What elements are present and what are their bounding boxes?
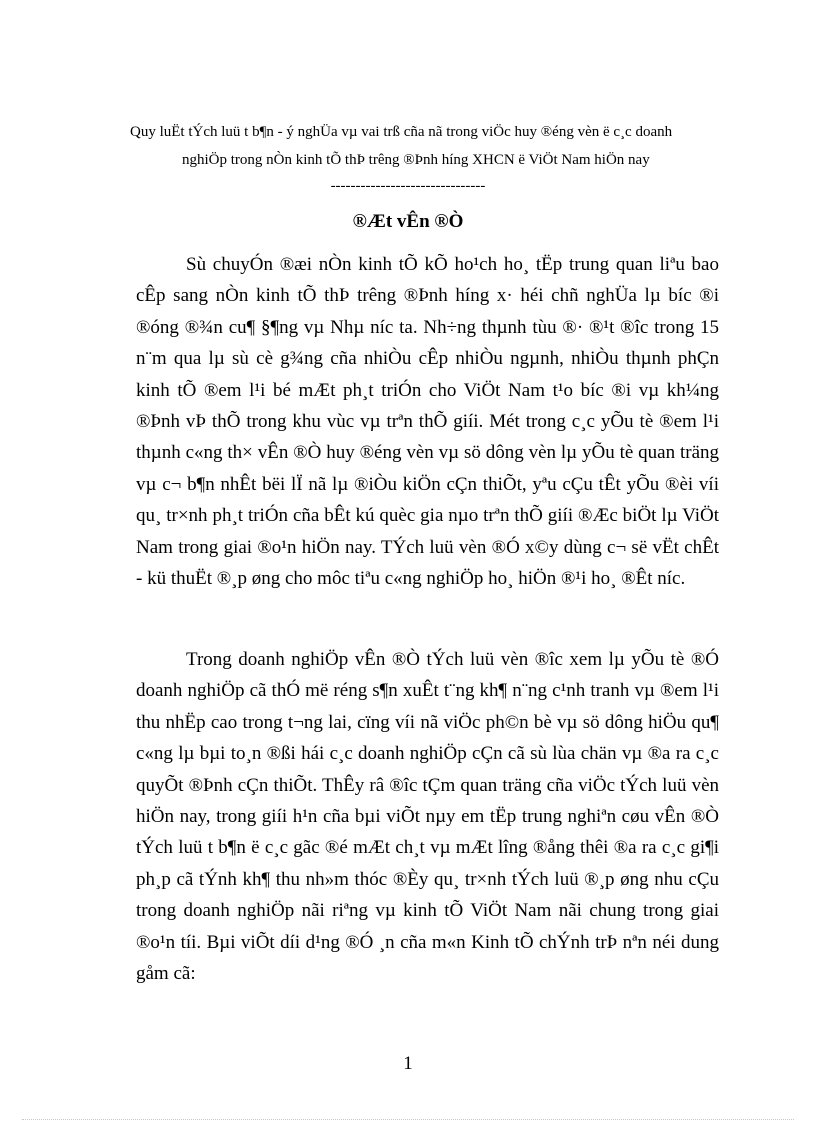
document-title xyxy=(130,118,750,174)
section-heading: ®Æt vÊn ®Ò xyxy=(352,211,464,232)
title-line-2: nghiÖp trong nÒn kinh tÕ thÞ trêng ®Þnh híng XHCN ë ViÖt Nam hiÖn nay xyxy=(182,152,650,168)
paragraph-2 xyxy=(136,644,719,989)
page-number: 1 xyxy=(403,1053,413,1074)
paragraph-1 xyxy=(136,249,719,594)
paragraph-1-text: Sù chuyÓn ®æi nÒn kinh tÕ kÕ ho¹ch ho¸ tËp trung quan liªu bao cÊp sang nÒn kinh tÕ thÞ trêng ®Þnh híng x· héi chñ nghÜa lµ bíc ®i ®óng ®¾n cu¶ §¶ng vµ Nhµ níc ta. Nh÷ng thµnh tùu ®· ®¹t ®îc trong 15 n¨m qua lµ sù cè g¾ng cña nhiÒu cÊp nhiÒu ngµnh, nhiÒu thµnh phÇn kinh tÕ ®em l¹i bé mÆt ph¸t triÓn cho ViÖt Nam t¹o bíc ®i vµ kh¼ng ®Þnh vÞ thÕ trong khu vùc vµ trªn thÕ giíi. Mét trong c¸c yÕu tè ®em l¹i thµnh c«ng th× vÊn ®Ò huy ®éng vèn vµ sö dông vèn lµ yÕu tè quan träng vµ c¬ b¶n nhÊt bëi lÏ nã lµ ®iÒu kiÖn cÇn thiÕt, yªu cÇu tÊt yÕu ®èi víi qu¸ tr×nh ph¸t triÓn cña bÊt kú quèc gia nµo trªn thÕ giíi ®Æc biÖt lµ ViÖt Nam trong giai ®o¹n hiÖn nay. TÝch luü vèn ®Ó x©y dùng c¬ së vËt chÊt - kü thuËt ®¸p øng cho môc tiªu c«ng nghiÖp ho¸ hiÖn ®¹i ho¸ ®Êt níc. xyxy=(136,254,719,590)
page-bottom-divider xyxy=(22,1119,794,1120)
title-separator: ------------------------------- xyxy=(330,178,486,194)
paragraph-2-text: Trong doanh nghiÖp vÊn ®Ò tÝch luü vèn ®îc xem lµ yÕu tè ®Ó doanh nghiÖp cã thÓ më réng s¶n xuÊt t¨ng kh¶ n¨ng c¹nh tranh vµ ®em l¹i thu nhËp cao trong t¬ng lai, cïng víi nã viÖc ph©n bè vµ sö dông hiÖu qu¶ c«ng lµ bµi to¸n ®ßi hái c¸c doanh nghiÖp cÇn cã sù lùa chän vµ ®a ra c¸c quyÕt ®Þnh cÇn thiÕt. ThÊy râ ®îc tÇm quan träng cña viÖc tÝch luü vèn hiÖn nay, trong giíi h¹n cña bµi viÕt nµy em tËp trung nghiªn cøu vÊn ®Ò tÝch luü t b¶n ë c¸c gãc ®é mÆt ch¸t vµ mÆt lîng ®ång thêi ®a ra c¸c gi¶i ph¸p cã tÝnh kh¶ thu nh»m thóc ®Èy qu¸ tr×nh tÝch luü ®¸p øng nhu cÇu trong doanh nghiÖp nãi riªng vµ kinh tÕ ViÖt Nam nãi chung trong giai ®o¹n tíi. Bµi viÕt díi d¹ng ®Ó ¸n cña m«n Kinh tÕ chÝnh trÞ nªn néi dung gåm cã: xyxy=(136,649,719,985)
title-line-1: Quy luËt tÝch luü t b¶n - ý nghÜa vµ vai trß cña nã trong viÖc huy ®éng vèn ë c¸c doanh xyxy=(130,124,673,140)
